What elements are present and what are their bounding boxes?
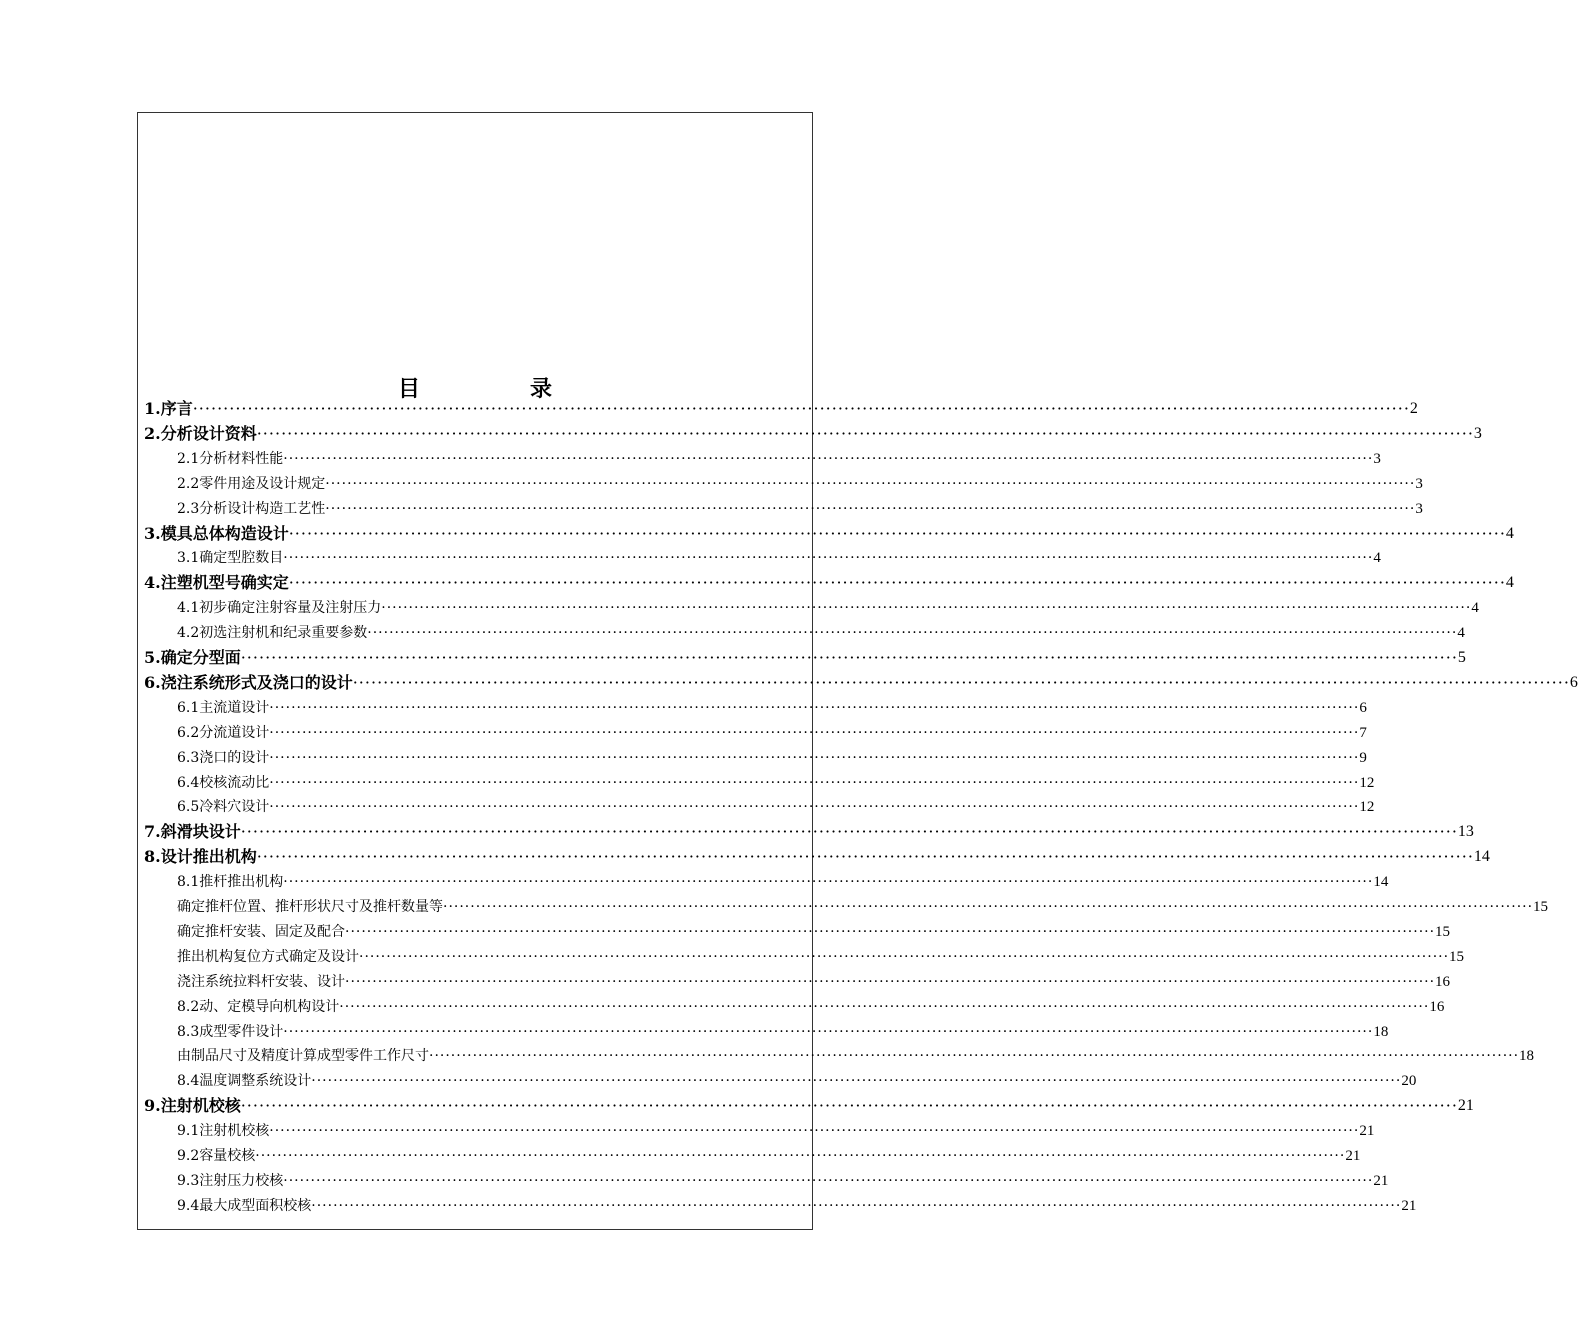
toc-entry[interactable] bbox=[177, 1120, 1375, 1142]
toc-entry-page: 4 bbox=[1471, 600, 1479, 617]
toc-entry[interactable] bbox=[144, 572, 1514, 594]
toc-entry-label: 8.1推杆推出机构 bbox=[177, 874, 284, 891]
toc-entry-page: 9 bbox=[1359, 749, 1367, 766]
toc-entry-label: 9.3注射压力校核 bbox=[177, 1172, 284, 1189]
toc-entry-label: 2.2零件用途及设计规定 bbox=[177, 475, 326, 492]
toc-dot-leader: ········································································································································································································ bbox=[256, 847, 1474, 867]
toc-entry-page: 6 bbox=[1569, 673, 1578, 691]
toc-entry[interactable] bbox=[177, 622, 1465, 644]
toc-entry-label: 2.1分析材料性能 bbox=[177, 450, 284, 467]
toc-entry-label: 6.3浇口的设计 bbox=[177, 749, 270, 766]
toc-entry-label: 8.设计推出机构 bbox=[144, 847, 257, 867]
toc-entry[interactable] bbox=[177, 1021, 1389, 1043]
toc-dot-leader: ········································································································································································································ bbox=[192, 399, 1410, 418]
toc-entry[interactable] bbox=[177, 697, 1367, 719]
toc-entry[interactable] bbox=[144, 647, 1466, 669]
toc-entry-page: 14 bbox=[1373, 874, 1389, 891]
toc-entry[interactable] bbox=[177, 796, 1375, 818]
toc-dot-leader: ········································································································································································································ bbox=[345, 923, 1436, 940]
toc-dot-leader: ········································································································································································································ bbox=[256, 423, 1474, 443]
toc-entry-label: 2.分析设计资料 bbox=[144, 423, 257, 443]
toc-entry-page: 3 bbox=[1473, 424, 1482, 442]
toc-dot-leader: ········································································································································································································ bbox=[269, 724, 1360, 741]
toc-dot-leader: ········································································································································································································ bbox=[288, 523, 1506, 543]
toc-entry-page: 3 bbox=[1415, 475, 1423, 492]
toc-entry-page: 12 bbox=[1359, 799, 1375, 816]
toc-entry[interactable] bbox=[177, 473, 1423, 495]
toc-entry[interactable] bbox=[144, 523, 1514, 545]
toc-entry-label: 8.2动、定模导向机构设计 bbox=[177, 998, 340, 1015]
toc-dot-leader: ········································································································································································································ bbox=[283, 1023, 1374, 1040]
toc-entry[interactable] bbox=[177, 1195, 1417, 1217]
toc-entry[interactable] bbox=[177, 448, 1381, 470]
toc-entry-label: 3.模具总体构造设计 bbox=[144, 523, 289, 543]
toc-dot-leader: ········································································································································································································ bbox=[339, 998, 1430, 1015]
toc-dot-leader: ········································································································································································································ bbox=[283, 1172, 1374, 1189]
toc-entry-label: 确定推杆安装、固定及配合 bbox=[177, 923, 345, 940]
toc-entry-page: 21 bbox=[1359, 1123, 1375, 1140]
toc-entry-page: 21 bbox=[1401, 1197, 1417, 1214]
toc-entry-label: 确定推杆位置、推杆形状尺寸及推杆数量等 bbox=[177, 899, 443, 915]
toc-entry[interactable] bbox=[177, 747, 1367, 769]
toc-entry[interactable] bbox=[177, 1070, 1417, 1092]
toc-entry-page: 20 bbox=[1401, 1073, 1417, 1090]
toc-entry-label: 9.4最大成型面积校核 bbox=[177, 1197, 312, 1214]
toc-entry-label: 1.序言 bbox=[144, 399, 193, 418]
toc-entry[interactable] bbox=[177, 722, 1367, 744]
toc-entry-page: 4 bbox=[1505, 574, 1514, 592]
toc-entry-page: 3 bbox=[1415, 500, 1423, 517]
toc-entry[interactable] bbox=[144, 1095, 1474, 1117]
toc-dot-leader: ········································································································································································································ bbox=[283, 450, 1374, 467]
toc-entry[interactable] bbox=[177, 1045, 1535, 1067]
toc-dot-leader: ········································································································································································································ bbox=[240, 1096, 1458, 1116]
toc-dot-leader: ········································································································································································································ bbox=[283, 550, 1374, 567]
toc-entry-label: 6.浇注系统形式及浇口的设计 bbox=[144, 672, 353, 692]
toc-entry-page: 6 bbox=[1359, 699, 1367, 716]
toc-entry-page: 4 bbox=[1457, 625, 1465, 642]
toc-entry-label: 由制品尺寸及精度计算成型零件工作尺寸 bbox=[177, 1048, 429, 1065]
toc-entry[interactable] bbox=[177, 971, 1451, 993]
toc-entry-page: 7 bbox=[1359, 724, 1367, 741]
toc-dot-leader: ········································································································································································································ bbox=[240, 648, 1458, 667]
toc-dot-leader: ········································································································································································································ bbox=[352, 672, 1570, 692]
toc-entry-page: 12 bbox=[1359, 774, 1375, 791]
toc-entry-page: 5 bbox=[1457, 649, 1466, 666]
toc-dot-leader: ········································································································································································································ bbox=[429, 1048, 1520, 1065]
toc-entry-page: 14 bbox=[1473, 848, 1490, 866]
toc-entry[interactable] bbox=[177, 1145, 1361, 1167]
toc-entry[interactable] bbox=[144, 846, 1490, 868]
toc-entry-label: 6.4校核流动比 bbox=[177, 774, 270, 791]
toc-entry-label: 6.2分流道设计 bbox=[177, 724, 270, 741]
toc-entry-label: 9.1注射机校核 bbox=[177, 1123, 270, 1140]
toc-entry-page: 4 bbox=[1505, 524, 1514, 542]
toc-entry[interactable] bbox=[177, 547, 1381, 569]
toc-entry-label: 7.斜滑块设计 bbox=[144, 822, 241, 842]
toc-dot-leader: ········································································································································································································ bbox=[269, 1123, 1360, 1140]
toc-entry-label: 9.注射机校核 bbox=[144, 1096, 241, 1116]
toc-dot-leader: ········································································································································································································ bbox=[443, 899, 1534, 915]
toc-dot-leader: ········································································································································································································ bbox=[359, 948, 1450, 965]
toc-entry[interactable] bbox=[177, 946, 1465, 968]
toc-entry-page: 21 bbox=[1345, 1148, 1361, 1164]
toc-dot-leader: ········································································································································································································ bbox=[269, 749, 1360, 766]
toc-entry-label: 9.2容量校核 bbox=[177, 1148, 256, 1164]
toc-dot-leader: ········································································································································································································ bbox=[288, 573, 1506, 593]
toc-entry-page: 18 bbox=[1373, 1023, 1389, 1040]
toc-dot-leader: ········································································································································································································ bbox=[311, 1073, 1402, 1090]
toc-entry[interactable] bbox=[177, 921, 1451, 943]
toc-entry-page: 4 bbox=[1373, 550, 1381, 567]
toc-dot-leader: ········································································································································································································ bbox=[325, 475, 1416, 492]
toc-entry-label: 4.注塑机型号确实定 bbox=[144, 573, 289, 593]
toc-entry-label: 推出机构复位方式确定及设计 bbox=[177, 948, 359, 965]
toc-dot-leader: ········································································································································································································ bbox=[311, 1197, 1402, 1214]
toc-entry-label: 6.5冷料穴设计 bbox=[177, 799, 270, 816]
toc-entry-page: 13 bbox=[1457, 823, 1474, 841]
toc-entry-page: 15 bbox=[1449, 948, 1465, 965]
toc-entry[interactable] bbox=[144, 398, 1418, 420]
toc-entry[interactable] bbox=[144, 672, 1578, 694]
toc-entry[interactable] bbox=[177, 597, 1479, 619]
toc-entry[interactable] bbox=[177, 996, 1445, 1018]
toc-entry-page: 3 bbox=[1373, 450, 1381, 467]
toc-dot-leader: ········································································································································································································ bbox=[381, 600, 1472, 617]
toc-entry-page: 2 bbox=[1409, 400, 1418, 417]
toc-dot-leader: ········································································································································································································ bbox=[325, 500, 1416, 517]
toc-dot-leader: ········································································································································································································ bbox=[345, 973, 1436, 990]
toc-dot-leader: ········································································································································································································ bbox=[367, 625, 1458, 642]
toc-entry-page: 21 bbox=[1457, 1097, 1474, 1115]
toc-entry-page: 18 bbox=[1519, 1048, 1535, 1065]
toc-entry-label: 4.1初步确定注射容量及注射压力 bbox=[177, 600, 382, 617]
toc-entry[interactable] bbox=[144, 423, 1482, 445]
toc-entry-page: 15 bbox=[1533, 899, 1549, 915]
toc-entry-label: 4.2初选注射机和纪录重要参数 bbox=[177, 625, 368, 642]
toc-entry[interactable] bbox=[177, 896, 1549, 918]
toc-title: 目 录 bbox=[397, 376, 596, 402]
toc-entry-label: 8.4温度调整系统设计 bbox=[177, 1073, 312, 1090]
toc-entry[interactable] bbox=[177, 772, 1375, 794]
toc-entry[interactable] bbox=[177, 871, 1389, 893]
toc-entry-page: 15 bbox=[1435, 923, 1451, 940]
toc-dot-leader: ········································································································································································································ bbox=[269, 699, 1360, 716]
toc-entry[interactable] bbox=[144, 821, 1474, 843]
toc-entry-page: 16 bbox=[1435, 973, 1451, 990]
toc-dot-leader: ········································································································································································································ bbox=[240, 822, 1458, 842]
toc-entry-label: 5.确定分型面 bbox=[144, 648, 241, 667]
toc-entry-label: 浇注系统拉料杆安装、设计 bbox=[177, 973, 345, 990]
toc-dot-leader: ········································································································································································································ bbox=[255, 1148, 1346, 1164]
toc-entry-label: 3.1确定型腔数目 bbox=[177, 550, 284, 567]
toc-entry[interactable] bbox=[177, 1170, 1389, 1192]
toc-entry-label: 8.3成型零件设计 bbox=[177, 1023, 284, 1040]
toc-entry-page: 21 bbox=[1373, 1172, 1389, 1189]
toc-entry-label: 2.3分析设计构造工艺性 bbox=[177, 500, 326, 517]
toc-dot-leader: ········································································································································································································ bbox=[283, 874, 1374, 891]
toc-entry-page: 16 bbox=[1429, 998, 1445, 1015]
toc-dot-leader: ········································································································································································································ bbox=[269, 774, 1360, 791]
toc-entry-label: 6.1主流道设计 bbox=[177, 699, 270, 716]
toc-entry[interactable] bbox=[177, 498, 1423, 520]
toc-dot-leader: ········································································································································································································ bbox=[269, 799, 1360, 816]
